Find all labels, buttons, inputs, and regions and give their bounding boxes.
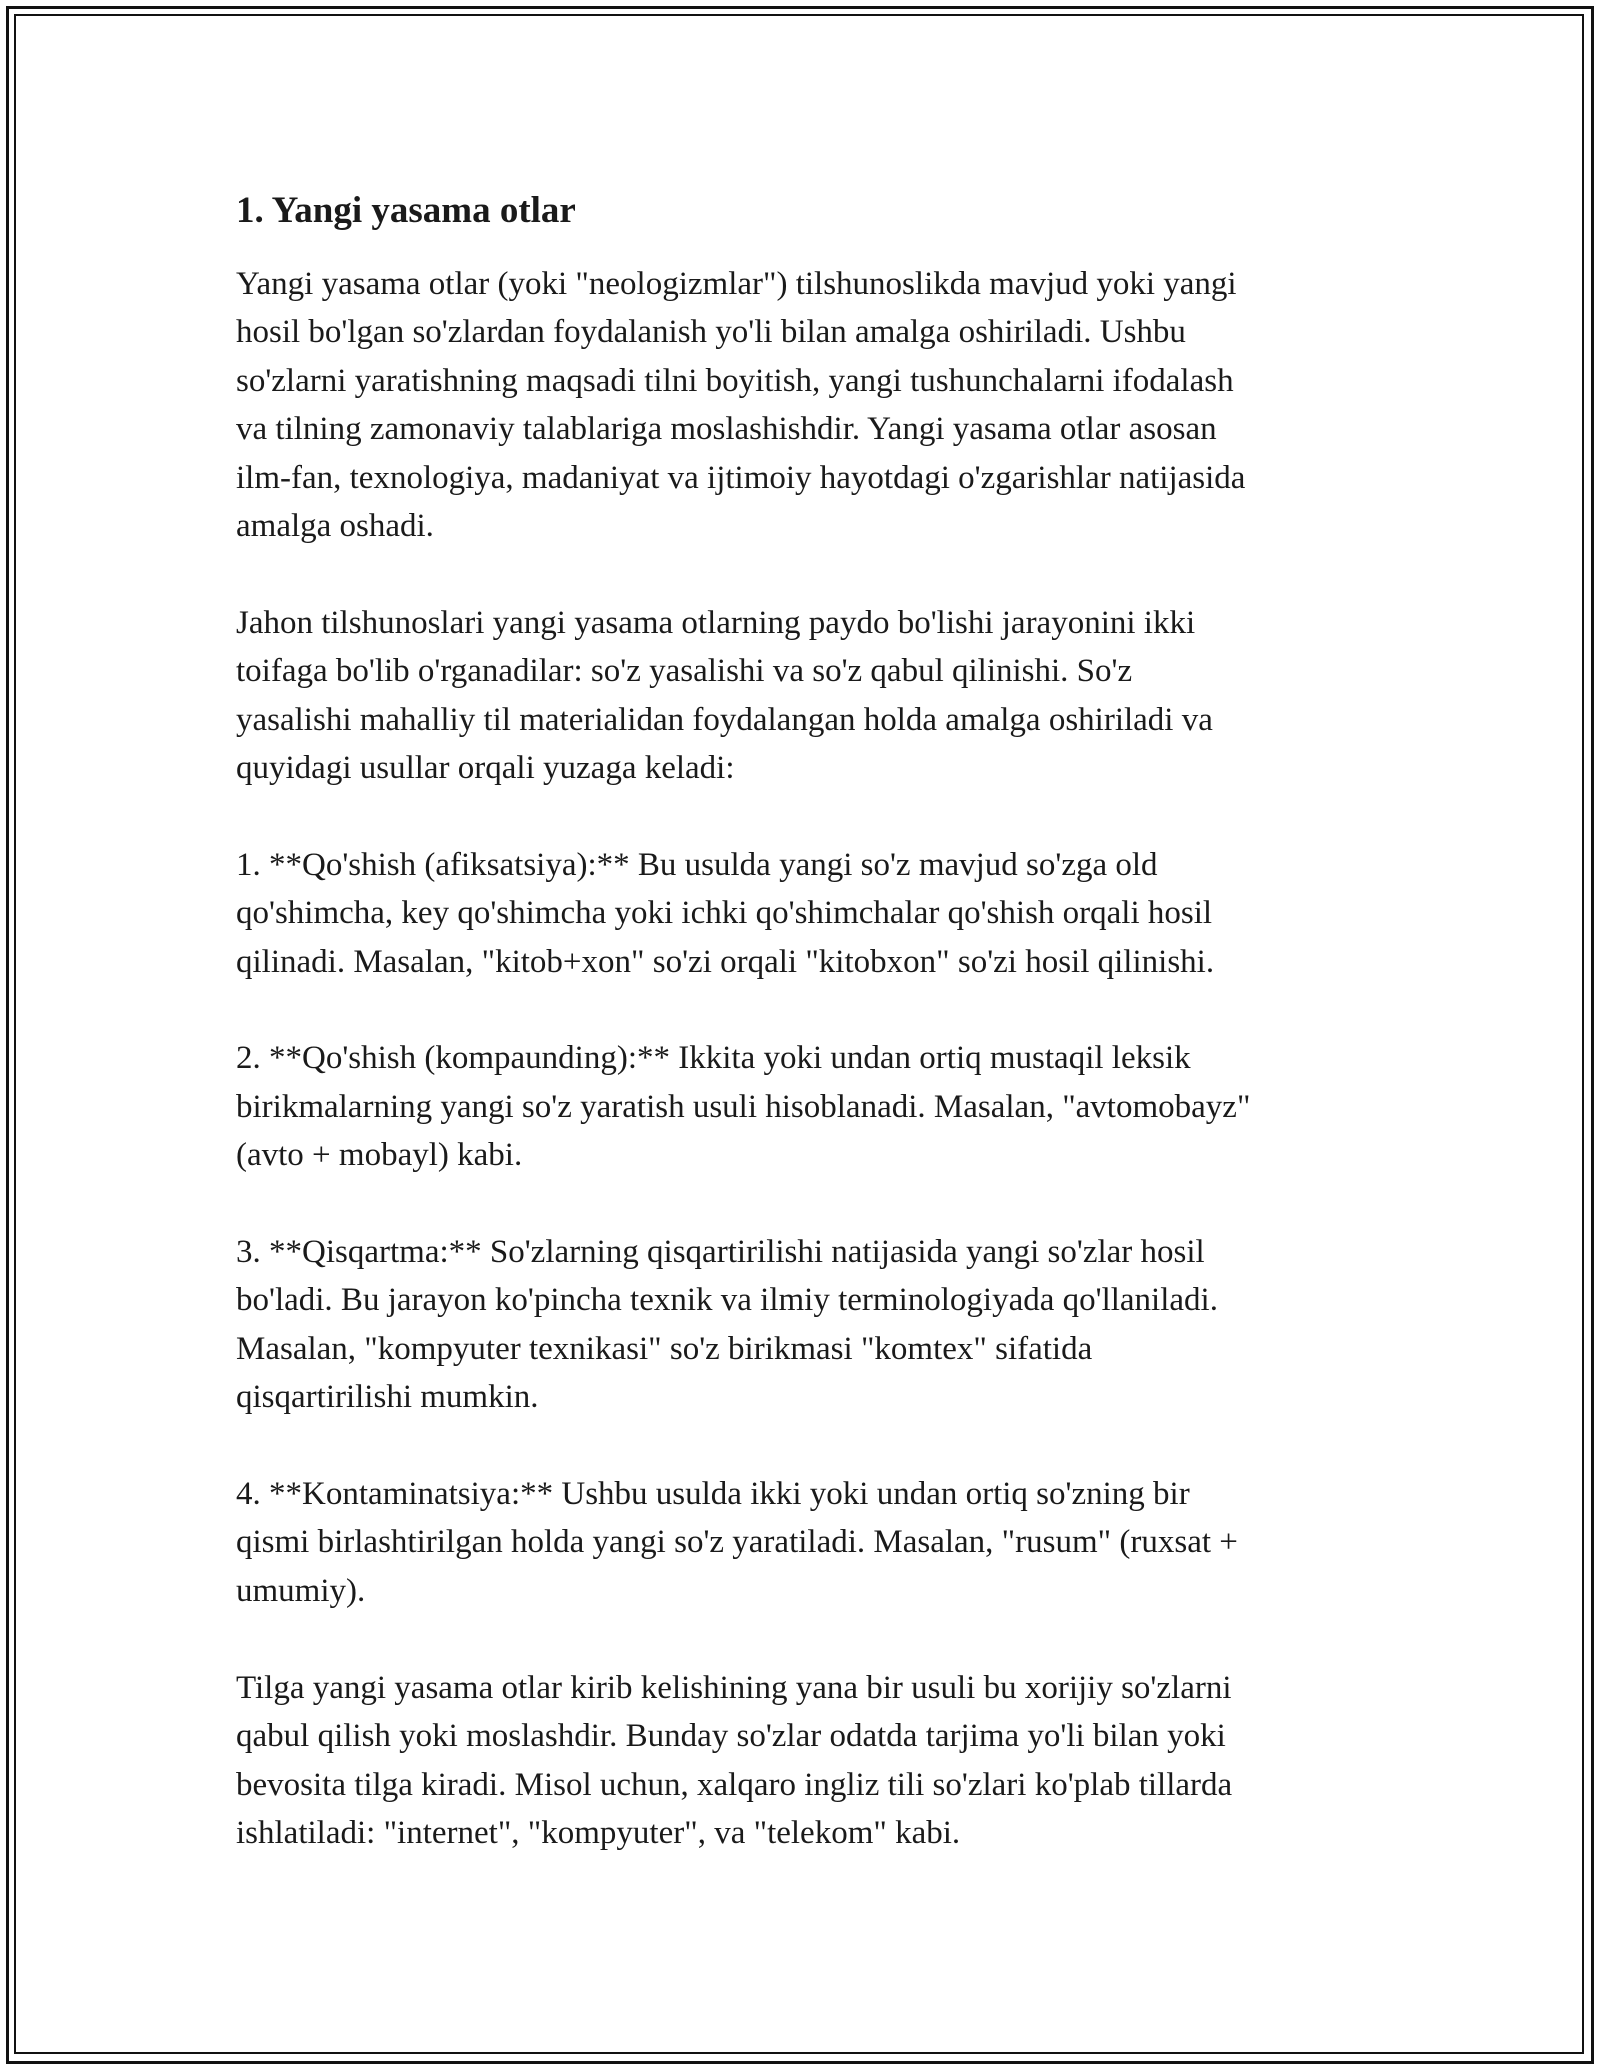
paragraph-borrowing (236, 1664, 1386, 1858)
text-line: 3. **Qisqartma:** So'zlarning qisqartirilishi natijasida yangi so'zlar hosil (236, 1234, 1205, 1271)
text-line: Yangi yasama otlar (yoki "neologizmlar") tilshunoslikda mavjud yoki yangi (236, 266, 1237, 302)
text-line: 2. **Qo'shish (kompaunding):** Ikkita yoki undan ortiq mustaqil leksik (236, 1040, 1191, 1077)
paragraph-method-abbreviation (236, 1228, 1386, 1422)
text-line: umumiy). (236, 1572, 366, 1609)
text-line: va tilning zamonaviy talablariga moslashishdir. Yangi yasama otlar asosan (236, 411, 1217, 448)
text-line: ishlatiladi: "internet", "kompyuter", va "telekom" kabi. (236, 1814, 961, 1851)
paragraph-intro (236, 260, 1386, 550)
text-line: qisqartirilishi mumkin. (236, 1379, 539, 1416)
text-line: qismi birlashtirilgan holda yangi so'z yaratiladi. Masalan, "rusum" (ruxsat + (236, 1524, 1238, 1561)
text-line: hosil bo'lgan so'zlardan foydalanish yo'li bilan amalga oshiriladi. Ushbu (236, 314, 1186, 351)
text-line: toifaga bo'lib o'rganadilar: so'z yasalishi va so'z qabul qilinishi. So'z (236, 653, 1133, 690)
text-line: qilinadi. Masalan, "kitob+xon" so'zi orqali "kitobxon" so'zi hosil qilinishi. (236, 943, 1215, 980)
text-line: qo'shimcha, key qo'shimcha yoki ichki qo'shimchalar qo'shish orqali hosil (236, 895, 1213, 932)
text-line: Masalan, "kompyuter texnikasi" so'z birikmasi "komtex" sifatida (236, 1330, 1093, 1367)
text-line: 1. **Qo'shish (afiksatsiya):** Bu usulda yangi so'z mavjud so'zga old (236, 846, 1158, 883)
text-line: bo'ladi. Bu jarayon ko'pincha texnik va ilmiy terminologiyada qo'llaniladi. (236, 1282, 1218, 1319)
section-title: 1. Yangi yasama otlar (236, 190, 576, 231)
text-line: so'zlarni yaratishning maqsadi tilni boyitish, yangi tushunchalarni ifodalash (236, 362, 1234, 399)
text-line: Tilga yangi yasama otlar kirib kelishining yana bir usuli bu xorijiy so'zlarni (236, 1669, 1232, 1706)
document-body (236, 186, 1386, 1906)
paragraph-method-affixation (236, 841, 1386, 986)
text-line: ilm-fan, texnologiya, madaniyat va ijtimoiy hayotdagi o'zgarishlar natijasida (236, 459, 1246, 496)
paragraph-method-contamination (236, 1470, 1386, 1615)
text-line: quyidagi usullar orqali yuzaga keladi: (236, 750, 735, 787)
text-line: 4. **Kontaminatsiya:** Ushbu usulda ikki yoki undan ortiq so'zning bir (236, 1476, 1190, 1513)
text-line: amalga oshadi. (236, 508, 434, 545)
text-line: yasalishi mahalliy til materialidan foydalangan holda amalga oshiriladi va (236, 701, 1213, 738)
text-line: qabul qilish yoki moslashdir. Bunday so'zlar odatda tarjima yo'li bilan yoki (236, 1718, 1226, 1755)
paragraph-method-compounding (236, 1034, 1386, 1179)
paragraph-classification (236, 599, 1386, 793)
text-line: Jahon tilshunoslari yangi yasama otlarning paydo bo'lishi jarayonini ikki (236, 604, 1196, 641)
text-line: birikmalarning yangi so'z yaratish usuli hisoblanadi. Masalan, "avtomobayz" (236, 1088, 1251, 1125)
text-line: (avto + mobayl) kabi. (236, 1137, 523, 1174)
text-line: bevosita tilga kiradi. Misol uchun, xalqaro ingliz tili so'zlari ko'plab tillarda (236, 1766, 1233, 1803)
